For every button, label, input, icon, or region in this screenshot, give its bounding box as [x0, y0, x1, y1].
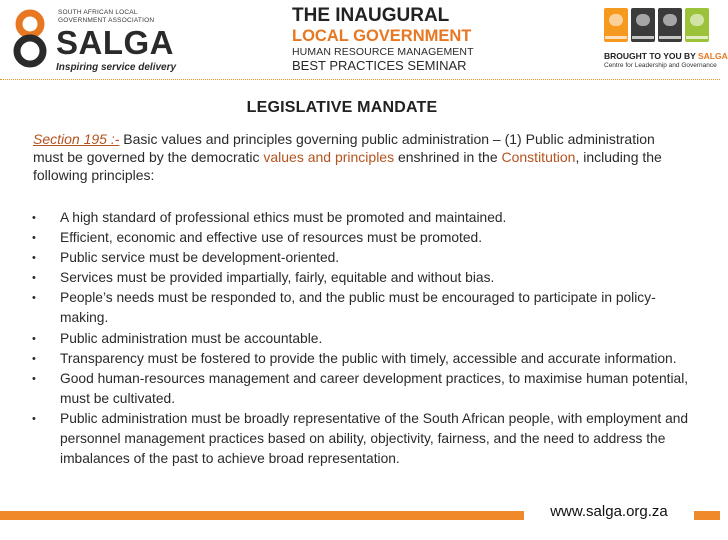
list-item: • Services must be provided impartially, fairly, equitable and without bias. — [30, 268, 690, 288]
bullet-icon: • — [32, 332, 36, 345]
bullet-icon: • — [32, 372, 36, 385]
list-item: • Public administration must be broadly representative of the South African people, with employment and personnel management practices based on ability, objectivity, fairness, and the need to address the imbalances of the past to achieve broad representation. — [32, 410, 689, 467]
bullet-icon: • — [32, 252, 36, 265]
seminar-line1: THE INAUGURAL — [292, 5, 450, 26]
intro-paragraph — [33, 130, 683, 184]
bullet-icon: • — [32, 352, 36, 365]
intro-text: Basic values and principles governing public administration – (1) Public administration must be governed by the democratic — [33, 131, 655, 165]
org-name-line2: GOVERNMENT ASSOCIATION — [58, 17, 155, 24]
intro-text: , including the following principles: — [33, 149, 662, 183]
principles-list — [30, 208, 690, 469]
bullet-icon: • — [32, 292, 36, 305]
bullet-icon: • — [32, 212, 36, 224]
list-item: • People’s needs must be responded to, and the public must be encouraged to participate in policy-making. — [32, 290, 656, 326]
slide-header — [0, 0, 728, 80]
bullet-icon: • — [32, 232, 36, 245]
brought-to-you-by: BROUGHT TO YOU BY SALGA — [604, 51, 728, 61]
brought-subtitle: Centre for Leadership and Governance — [604, 62, 717, 69]
list-item: • Efficient, economic and effective use of resources must be promoted. — [30, 228, 690, 248]
org-name-line1: SOUTH AFRICAN LOCAL — [58, 9, 138, 16]
salga-tagline: Inspiring service delivery — [56, 62, 177, 73]
emphasis-constitution: Constitution — [501, 149, 576, 165]
bullet-icon: • — [32, 272, 36, 285]
program-badges — [604, 8, 712, 50]
list-item: • Public administration must be accountable. — [30, 329, 690, 349]
badge-icon — [685, 8, 709, 42]
list-item: • Transparency must be fostered to provide the public with timely, accessible and accurate information. — [30, 349, 690, 369]
badge-icon — [604, 8, 628, 42]
list-item: • Good human-resources management and career development practices, to maximise human potential, must be cultivated. — [32, 370, 689, 406]
header-divider — [0, 79, 720, 80]
brought-brand: SALGA — [698, 51, 728, 61]
salga-logo — [14, 6, 177, 74]
list-item: • A high standard of professional ethics must be promoted and maintained. — [30, 208, 690, 228]
badge-icon — [658, 8, 682, 42]
badge-icon — [631, 8, 655, 42]
intro-text: enshrined in the — [394, 149, 502, 165]
section-reference: Section 195 :- — [33, 131, 120, 147]
seminar-line3: HUMAN RESOURCE MANAGEMENT — [292, 46, 474, 58]
seminar-line4: BEST PRACTICES SEMINAR — [292, 58, 467, 73]
seminar-line2: LOCAL GOVERNMENT — [292, 27, 472, 45]
bullet-icon: • — [32, 412, 36, 425]
slide-title: LEGISLATIVE MANDATE — [246, 99, 438, 116]
footer-bar — [694, 511, 720, 520]
seminar-title-logo — [292, 6, 492, 76]
list-item: • Public service must be development-oriented. — [30, 248, 690, 268]
footer-bar — [0, 511, 524, 520]
salga-eight-logo-icon — [14, 8, 46, 68]
emphasis-values: values and principles — [263, 149, 395, 165]
website-url[interactable]: www.salga.org.za — [550, 503, 668, 520]
salga-wordmark: SALGA — [56, 24, 174, 61]
